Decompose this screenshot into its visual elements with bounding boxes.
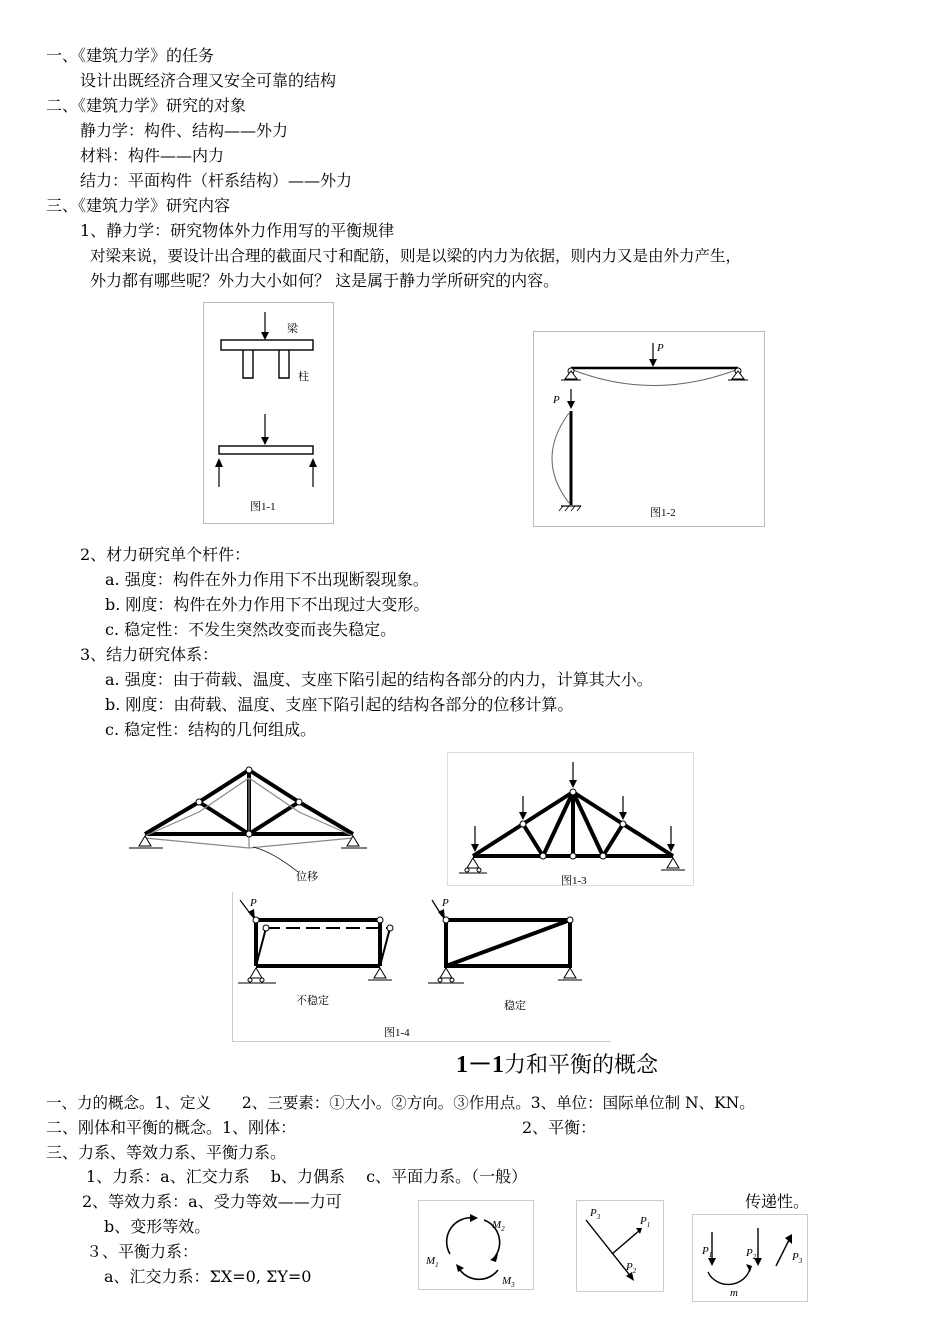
s3-heading: 三、《建筑力学》研究内容 [46, 196, 231, 215]
s2-heading: 二、《建筑力学》研究的对象 [46, 96, 247, 115]
structures-heading: 3、结力研究体系： [80, 645, 219, 664]
balanced-system-heading: ３、平衡力系： [86, 1242, 199, 1261]
force-p2-label-b: $P_2$ [746, 1247, 757, 1261]
transmissibility-text: 传递性。 [745, 1192, 810, 1211]
beam-label: 梁 [287, 322, 298, 335]
materials-heading: 2、材力研究单个杆件： [80, 545, 251, 564]
figure-1-2 [533, 331, 765, 527]
materials-item-a: a. 强度：构件在外力作用下不出现断裂现象。 [105, 570, 429, 589]
structures-item-b: b. 刚度：由荷载、温度、支座下陷引起的结构各部分的位移计算。 [105, 695, 574, 714]
load-p-unstable: P [250, 897, 257, 909]
displacement-label: 位移 [296, 870, 318, 883]
structures-item-c: c. 稳定性：结构的几何组成。 [105, 720, 317, 739]
structures-item-a: a. 强度：由于荷载、温度、支座下陷引起的结构各部分的内力，计算其大小。 [105, 670, 653, 689]
concurrent-equation-line: a、汇交力系：ΣX=0, ΣY=0 [104, 1267, 312, 1286]
figure-1-4 [232, 892, 612, 1042]
figure-1-3 [447, 752, 694, 886]
section-title-text: 力和平衡的概念 [504, 1053, 659, 1078]
equilibrium-label: 2、平衡： [522, 1118, 597, 1137]
force-couple-figure [692, 1214, 808, 1302]
s2-statics: 静力学：构件、结构——外力 [80, 121, 289, 140]
force-p3-label-b: $P_3$ [792, 1251, 803, 1265]
force-p1-label: $P_1$ [640, 1215, 651, 1229]
rigid-body-line: 二、刚体和平衡的概念。1、刚体： [46, 1118, 297, 1137]
force-p3-label: $P_3$ [590, 1207, 601, 1221]
figure-1-4-caption: 图1-4 [384, 1027, 410, 1039]
couple-m-label: m [730, 1287, 738, 1299]
s1-body: 设计出既经济合理又安全可靠的结构 [80, 71, 337, 90]
s2-structures: 结力：平面构件（杆系结构）——外力 [80, 171, 353, 190]
materials-item-c: c. 稳定性：不发生突然改变而丧失稳定。 [105, 620, 397, 639]
column-label: 柱 [298, 370, 309, 383]
unstable-label: 不稳定 [296, 994, 329, 1007]
moment-m1-label: $M_1$ [426, 1255, 439, 1269]
force-system-heading: 三、力系、等效力系、平衡力系。 [46, 1143, 287, 1162]
moment-m3-label: $M_3$ [502, 1275, 515, 1289]
force-system-types: 1、力系：a、汇交力系 b、力偶系 c、平面力系。（一般） [86, 1167, 528, 1186]
load-p-side: P [553, 394, 560, 406]
figure-1-2-caption: 图1-2 [650, 507, 676, 519]
force-concept-line: 一、力的概念。1、定义 2、三要素：①大小。②方向。③作用点。3、单位：国际单位制 N、KN。 [46, 1094, 755, 1112]
couple-moment-figure [418, 1200, 534, 1290]
section-title [456, 1044, 658, 1079]
materials-item-b: b. 刚度：构件在外力作用下不出现过大变形。 [105, 595, 430, 614]
figure-1-1 [203, 302, 334, 524]
section-title-number: 1－1 [456, 1052, 504, 1078]
figure-1-1-caption: 图1-1 [250, 501, 276, 513]
s3-paragraph-line1: 对梁来说，要设计出合理的截面尺寸和配筋，则是以梁的内力为依据，则内力又是由外力产生， [90, 247, 742, 265]
figure-1-3-caption: 图1-3 [561, 875, 587, 886]
deformation-equivalence-line: b、变形等效。 [104, 1217, 211, 1236]
s2-materials: 材料：构件——内力 [80, 146, 225, 165]
moment-m2-label: $M_2$ [492, 1219, 505, 1233]
load-p-stable: P [442, 897, 449, 909]
truss-displacement-figure [103, 752, 393, 896]
s1-heading: 一、《建筑力学》的任务 [46, 46, 215, 65]
s3-paragraph-line2: 外力都有哪些呢？外力大小如何？ 这是属于静力学所研究的内容。 [90, 271, 560, 290]
stable-label: 稳定 [504, 999, 526, 1012]
load-p-top: P [657, 342, 664, 354]
force-p1-label-b: $P_1$ [702, 1245, 713, 1259]
equivalent-system-line: 2、等效力系：a、受力等效——力可 [82, 1192, 342, 1211]
concurrent-forces-figure [576, 1200, 664, 1292]
force-p2-label: $P_2$ [626, 1261, 637, 1275]
s3-item1: 1、静力学：研究物体外力作用写的平衡规律 [80, 221, 395, 240]
